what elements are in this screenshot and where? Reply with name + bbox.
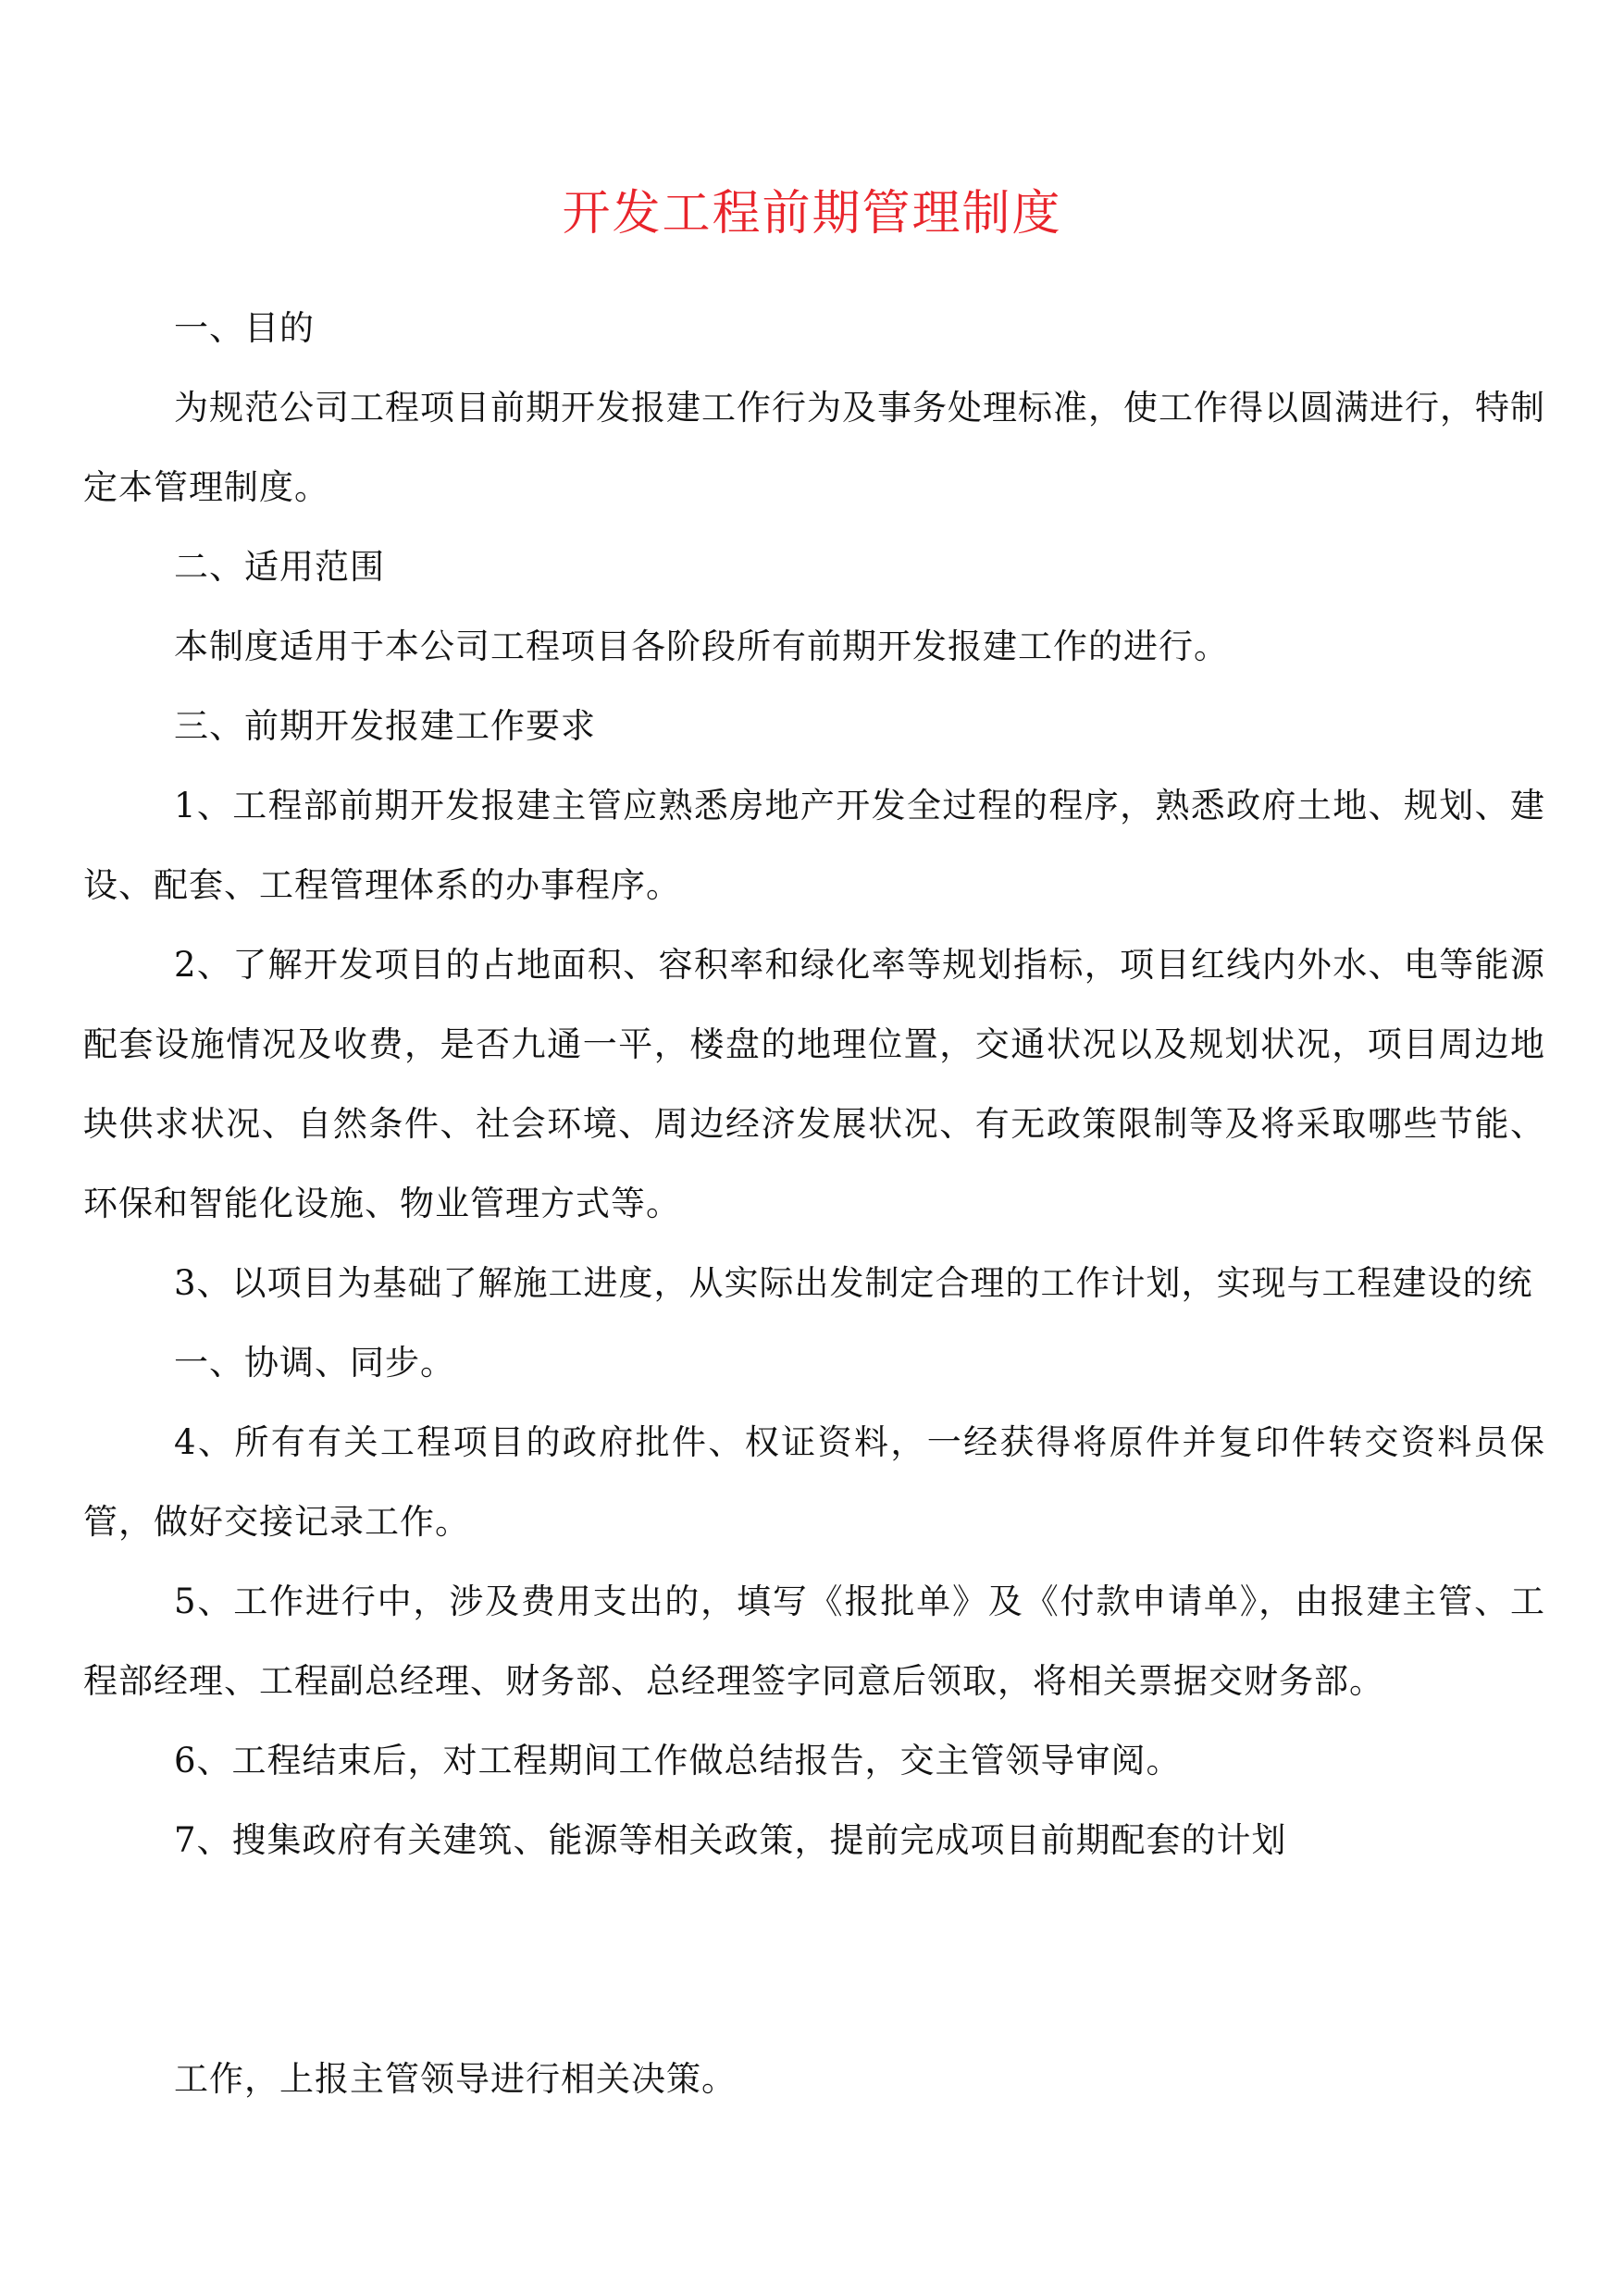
requirement-item-1: 1、工程部前期开发报建主管应熟悉房地产开发全过程的程序，熟悉政府土地、规划、建设、配套、工程管理体系的办事程序。 [83, 786, 1545, 905]
section-heading-requirements: 三、前期开发报建工作要求 [174, 706, 596, 746]
requirement-item-2: 2、了解开发项目的占地面积、容积率和绿化率等规划指标，项目红线内外水、电等能源配套设施情况及收费，是否九通一平，楼盘的地理位置，交通状况以及规划状况，项目周边地块供求状况、自然条件、社会环境、周边经济发展状况、有无政策限制等及将采取哪些节能、环保和智能化设施、物业管理方式等。 [83, 945, 1545, 1223]
requirement-item-7: 7、搜集政府有关建筑、能源等相关政策，提前完成项目前期配套的计划 [174, 1820, 1287, 1860]
section-heading-purpose: 一、目的 [174, 308, 315, 348]
section-heading-scope: 二、适用范围 [174, 547, 385, 587]
document-body [83, 289, 1545, 2119]
requirement-item-7-continued: 工作，上报主管领导进行相关决策。 [174, 2059, 737, 2099]
requirement-item-5: 5、工作进行中，涉及费用支出的，填写《报批单》及《付款申请单》，由报建主管、工程部经理、工程副总经理、财务部、总经理签字同意后领取，将相关票据交财务部。 [83, 1582, 1545, 1701]
requirement-item-3: 3、以项目为基础了解施工进度，从实际出发制定合理的工作计划，实现与工程建设的统 [174, 1263, 1533, 1303]
document-title: 开发工程前期管理制度 [562, 186, 1062, 242]
requirement-item-3-continued: 一、协调、同步。 [174, 1343, 455, 1383]
requirement-item-6: 6、工程结束后，对工程期间工作做总结报告，交主管领导审阅。 [174, 1741, 1182, 1780]
paragraph-scope: 本制度适用于本公司工程项目各阶段所有前期开发报建工作的进行。 [174, 626, 1229, 666]
requirement-item-4: 4、所有有关工程项目的政府批件、权证资料，一经获得将原件并复印件转交资料员保管，做好交接记录工作。 [83, 1422, 1545, 1542]
paragraph-purpose: 为规范公司工程项目前期开发报建工作行为及事务处理标准，使工作得以圆满进行，特制定本管理制度。 [83, 388, 1545, 507]
